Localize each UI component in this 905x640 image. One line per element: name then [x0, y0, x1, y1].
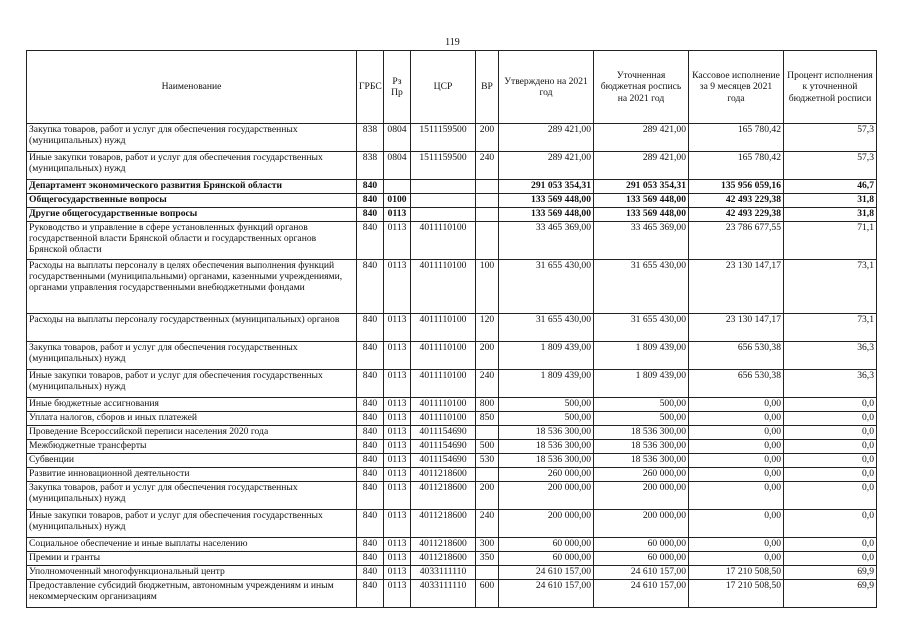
cell-name: Уплата налогов, сборов и иных платежей	[27, 412, 357, 426]
table-row	[27, 180, 877, 194]
cell-name: Расходы на выплаты персоналу в целях обеспечения выполнения функций государственными (муниципальными) органами, казенными учреждениями, органами управления государственными внебюджетными фондами	[27, 260, 357, 314]
cell-vr: 240	[476, 510, 499, 538]
table-row	[27, 454, 877, 468]
cell-percent: 73,1	[784, 260, 877, 314]
cell-approved: 133 569 448,00	[499, 194, 594, 208]
cell-percent: 0,0	[784, 412, 877, 426]
cell-cash: 165 780,42	[689, 124, 784, 152]
cell-csr: 4033111110	[411, 566, 476, 580]
cell-approved: 24 610 157,00	[499, 566, 594, 580]
cell-approved: 18 536 300,00	[499, 426, 594, 440]
cell-grbs: 840	[357, 552, 384, 566]
table-row	[27, 580, 877, 608]
cell-rzpr: 0113	[384, 426, 411, 440]
table-header-row	[27, 51, 877, 124]
cell-vr: 530	[476, 454, 499, 468]
cell-grbs: 840	[357, 566, 384, 580]
cell-grbs: 840	[357, 510, 384, 538]
cell-csr: 4011110100	[411, 260, 476, 314]
header-cash: Кассовое исполнение за 9 месяцев 2021 года	[689, 51, 784, 124]
cell-cash: 0,00	[689, 412, 784, 426]
cell-name: Межбюджетные трансферты	[27, 440, 357, 454]
table-row	[27, 510, 877, 538]
cell-approved: 200 000,00	[499, 510, 594, 538]
cell-refined: 500,00	[594, 412, 689, 426]
table-row	[27, 370, 877, 398]
cell-csr: 4011154690	[411, 454, 476, 468]
cell-name: Иные бюджетные ассигнования	[27, 398, 357, 412]
cell-cash: 0,00	[689, 510, 784, 538]
cell-rzpr: 0113	[384, 398, 411, 412]
cell-vr: 240	[476, 152, 499, 180]
cell-grbs: 840	[357, 314, 384, 342]
cell-csr: 4011218600	[411, 552, 476, 566]
cell-refined: 289 421,00	[594, 152, 689, 180]
cell-grbs: 840	[357, 538, 384, 552]
cell-vr	[476, 208, 499, 222]
cell-csr: 4011154690	[411, 426, 476, 440]
cell-name: Закупка товаров, работ и услуг для обеспечения государственных (муниципальных) нужд	[27, 124, 357, 152]
cell-rzpr: 0113	[384, 566, 411, 580]
cell-vr: 120	[476, 314, 499, 342]
cell-percent: 0,0	[784, 510, 877, 538]
cell-grbs: 840	[357, 426, 384, 440]
cell-vr: 300	[476, 538, 499, 552]
cell-rzpr: 0113	[384, 580, 411, 608]
cell-vr	[476, 566, 499, 580]
cell-rzpr: 0113	[384, 482, 411, 510]
cell-approved: 18 536 300,00	[499, 440, 594, 454]
cell-rzpr: 0113	[384, 222, 411, 260]
cell-csr: 4011110100	[411, 398, 476, 412]
cell-refined: 289 421,00	[594, 124, 689, 152]
cell-approved: 1 809 439,00	[499, 370, 594, 398]
cell-approved: 289 421,00	[499, 124, 594, 152]
cell-rzpr: 0113	[384, 538, 411, 552]
cell-percent: 36,3	[784, 370, 877, 398]
cell-approved: 60 000,00	[499, 552, 594, 566]
cell-cash: 0,00	[689, 552, 784, 566]
cell-percent: 0,0	[784, 440, 877, 454]
cell-cash: 0,00	[689, 538, 784, 552]
cell-grbs: 840	[357, 260, 384, 314]
cell-approved: 31 655 430,00	[499, 260, 594, 314]
cell-percent: 69,9	[784, 566, 877, 580]
cell-vr	[476, 222, 499, 260]
header-name: Наименование	[27, 51, 357, 124]
table-row	[27, 194, 877, 208]
cell-name: Социальное обеспечение и иные выплаты населению	[27, 538, 357, 552]
cell-vr: 500	[476, 440, 499, 454]
cell-name: Иные закупки товаров, работ и услуг для обеспечения государственных (муниципальных) нужд	[27, 152, 357, 180]
header-approved: Утверждено на 2021 год	[499, 51, 594, 124]
cell-vr	[476, 194, 499, 208]
cell-percent: 0,0	[784, 398, 877, 412]
cell-cash: 42 493 229,38	[689, 194, 784, 208]
cell-grbs: 840	[357, 208, 384, 222]
cell-refined: 260 000,00	[594, 468, 689, 482]
cell-vr: 600	[476, 580, 499, 608]
cell-name: Расходы на выплаты персоналу государственных (муниципальных) органов	[27, 314, 357, 342]
cell-cash: 0,00	[689, 468, 784, 482]
cell-rzpr: 0113	[384, 370, 411, 398]
cell-name: Иные закупки товаров, работ и услуг для обеспечения государственных (муниципальных) нужд	[27, 370, 357, 398]
header-refined: Уточненная бюджетная роспись на 2021 год	[594, 51, 689, 124]
cell-rzpr: 0113	[384, 314, 411, 342]
table-row	[27, 566, 877, 580]
table-row	[27, 482, 877, 510]
cell-csr: 1511159500	[411, 124, 476, 152]
cell-refined: 291 053 354,31	[594, 180, 689, 194]
cell-refined: 33 465 369,00	[594, 222, 689, 260]
cell-percent: 0,0	[784, 454, 877, 468]
cell-csr: 4011218600	[411, 482, 476, 510]
cell-refined: 18 536 300,00	[594, 454, 689, 468]
cell-percent: 0,0	[784, 538, 877, 552]
table-row	[27, 152, 877, 180]
cell-vr: 200	[476, 124, 499, 152]
cell-rzpr: 0113	[384, 468, 411, 482]
cell-refined: 24 610 157,00	[594, 580, 689, 608]
cell-refined: 200 000,00	[594, 482, 689, 510]
cell-rzpr: 0804	[384, 124, 411, 152]
cell-grbs: 840	[357, 482, 384, 510]
cell-grbs: 840	[357, 342, 384, 370]
cell-name: Закупка товаров, работ и услуг для обеспечения государственных (муниципальных) нужд	[27, 482, 357, 510]
table-body	[27, 124, 877, 608]
cell-rzpr: 0113	[384, 342, 411, 370]
cell-refined: 1 809 439,00	[594, 370, 689, 398]
cell-grbs: 838	[357, 152, 384, 180]
table-row	[27, 124, 877, 152]
cell-approved: 18 536 300,00	[499, 454, 594, 468]
cell-csr: 4011218600	[411, 468, 476, 482]
cell-rzpr: 0804	[384, 152, 411, 180]
cell-vr: 800	[476, 398, 499, 412]
cell-grbs: 840	[357, 194, 384, 208]
cell-cash: 165 780,42	[689, 152, 784, 180]
header-vr: ВР	[476, 51, 499, 124]
cell-approved: 289 421,00	[499, 152, 594, 180]
cell-name: Уполномоченный многофункциональный центр	[27, 566, 357, 580]
cell-name: Закупка товаров, работ и услуг для обеспечения государственных (муниципальных) нужд	[27, 342, 357, 370]
cell-approved: 260 000,00	[499, 468, 594, 482]
cell-refined: 60 000,00	[594, 552, 689, 566]
cell-percent: 31,8	[784, 208, 877, 222]
cell-rzpr: 0113	[384, 454, 411, 468]
cell-approved: 200 000,00	[499, 482, 594, 510]
cell-csr: 4011110100	[411, 412, 476, 426]
cell-csr: 4011110100	[411, 222, 476, 260]
cell-csr: 4033111110	[411, 580, 476, 608]
cell-grbs: 838	[357, 124, 384, 152]
cell-name: Субвенции	[27, 454, 357, 468]
cell-approved: 31 655 430,00	[499, 314, 594, 342]
header-rzpr: Рз Пр	[384, 51, 411, 124]
cell-refined: 133 569 448,00	[594, 194, 689, 208]
cell-cash: 0,00	[689, 454, 784, 468]
cell-percent: 0,0	[784, 482, 877, 510]
cell-csr	[411, 208, 476, 222]
cell-name: Проведение Всероссийской переписи населения 2020 года	[27, 426, 357, 440]
cell-grbs: 840	[357, 412, 384, 426]
cell-rzpr: 0113	[384, 552, 411, 566]
cell-refined: 18 536 300,00	[594, 440, 689, 454]
cell-approved: 24 610 157,00	[499, 580, 594, 608]
cell-vr: 200	[476, 342, 499, 370]
cell-refined: 18 536 300,00	[594, 426, 689, 440]
cell-rzpr: 0113	[384, 440, 411, 454]
table-row	[27, 440, 877, 454]
table-row	[27, 398, 877, 412]
header-grbs: ГРБС	[357, 51, 384, 124]
table-row	[27, 412, 877, 426]
cell-cash: 656 530,38	[689, 342, 784, 370]
cell-csr: 4011110100	[411, 370, 476, 398]
cell-percent: 69,9	[784, 580, 877, 608]
cell-grbs: 840	[357, 580, 384, 608]
cell-approved: 291 053 354,31	[499, 180, 594, 194]
cell-cash: 17 210 508,50	[689, 566, 784, 580]
cell-rzpr: 0113	[384, 412, 411, 426]
cell-rzpr: 0100	[384, 194, 411, 208]
cell-name: Иные закупки товаров, работ и услуг для обеспечения государственных (муниципальных) нужд	[27, 510, 357, 538]
page-number: 119	[445, 37, 460, 48]
cell-approved: 133 569 448,00	[499, 208, 594, 222]
cell-name: Департамент экономического развития Брянской области	[27, 180, 357, 194]
cell-csr: 4011218600	[411, 538, 476, 552]
cell-percent: 57,3	[784, 124, 877, 152]
cell-percent: 46,7	[784, 180, 877, 194]
cell-vr	[476, 180, 499, 194]
cell-cash: 0,00	[689, 398, 784, 412]
cell-percent: 36,3	[784, 342, 877, 370]
cell-refined: 24 610 157,00	[594, 566, 689, 580]
header-csr: ЦСР	[411, 51, 476, 124]
table-row	[27, 208, 877, 222]
table-row	[27, 552, 877, 566]
cell-vr	[476, 468, 499, 482]
cell-approved: 500,00	[499, 412, 594, 426]
cell-csr: 4011110100	[411, 342, 476, 370]
cell-name: Руководство и управление в сфере установленных функций органов государственной власти Брянской области и государственных органов Брянской области	[27, 222, 357, 260]
cell-cash: 17 210 508,50	[689, 580, 784, 608]
cell-csr: 4011218600	[411, 510, 476, 538]
table-row	[27, 342, 877, 370]
cell-csr: 4011154690	[411, 440, 476, 454]
cell-csr: 1511159500	[411, 152, 476, 180]
cell-csr	[411, 180, 476, 194]
header-percent: Процент исполнения к уточненной бюджетной росписи	[784, 51, 877, 124]
cell-refined: 1 809 439,00	[594, 342, 689, 370]
cell-percent: 31,8	[784, 194, 877, 208]
cell-cash: 656 530,38	[689, 370, 784, 398]
cell-rzpr: 0113	[384, 260, 411, 314]
table-row	[27, 538, 877, 552]
cell-vr: 850	[476, 412, 499, 426]
table-row	[27, 260, 877, 314]
cell-grbs: 840	[357, 468, 384, 482]
cell-percent: 0,0	[784, 552, 877, 566]
cell-percent: 71,1	[784, 222, 877, 260]
cell-cash: 23 130 147,17	[689, 314, 784, 342]
cell-refined: 60 000,00	[594, 538, 689, 552]
cell-vr: 200	[476, 482, 499, 510]
cell-vr: 100	[476, 260, 499, 314]
cell-refined: 200 000,00	[594, 510, 689, 538]
cell-csr: 4011110100	[411, 314, 476, 342]
table-row	[27, 426, 877, 440]
cell-rzpr: 0113	[384, 510, 411, 538]
cell-cash: 135 956 059,16	[689, 180, 784, 194]
cell-approved: 60 000,00	[499, 538, 594, 552]
table-row	[27, 468, 877, 482]
cell-grbs: 840	[357, 180, 384, 194]
cell-percent: 57,3	[784, 152, 877, 180]
cell-refined: 500,00	[594, 398, 689, 412]
cell-csr	[411, 194, 476, 208]
cell-refined: 31 655 430,00	[594, 314, 689, 342]
cell-vr	[476, 426, 499, 440]
table-row	[27, 222, 877, 260]
cell-approved: 33 465 369,00	[499, 222, 594, 260]
cell-approved: 1 809 439,00	[499, 342, 594, 370]
cell-refined: 133 569 448,00	[594, 208, 689, 222]
cell-name: Развитие инновационной деятельности	[27, 468, 357, 482]
cell-grbs: 840	[357, 370, 384, 398]
cell-name: Премии и гранты	[27, 552, 357, 566]
cell-grbs: 840	[357, 398, 384, 412]
cell-rzpr: 0113	[384, 208, 411, 222]
cell-name: Предоставление субсидий бюджетным, автономным учреждениям и иным некоммерческим организациям	[27, 580, 357, 608]
cell-name: Другие общегосударственные вопросы	[27, 208, 357, 222]
cell-vr: 350	[476, 552, 499, 566]
cell-cash: 0,00	[689, 440, 784, 454]
cell-grbs: 840	[357, 440, 384, 454]
cell-cash: 23 130 147,17	[689, 260, 784, 314]
table-row	[27, 314, 877, 342]
cell-grbs: 840	[357, 454, 384, 468]
cell-cash: 0,00	[689, 482, 784, 510]
cell-cash: 23 786 677,55	[689, 222, 784, 260]
cell-rzpr	[384, 180, 411, 194]
cell-cash: 42 493 229,38	[689, 208, 784, 222]
budget-execution-table	[26, 50, 877, 608]
cell-grbs: 840	[357, 222, 384, 260]
cell-refined: 31 655 430,00	[594, 260, 689, 314]
cell-vr: 240	[476, 370, 499, 398]
cell-percent: 73,1	[784, 314, 877, 342]
cell-percent: 0,0	[784, 468, 877, 482]
cell-approved: 500,00	[499, 398, 594, 412]
cell-percent: 0,0	[784, 426, 877, 440]
cell-name: Общегосударственные вопросы	[27, 194, 357, 208]
cell-cash: 0,00	[689, 426, 784, 440]
